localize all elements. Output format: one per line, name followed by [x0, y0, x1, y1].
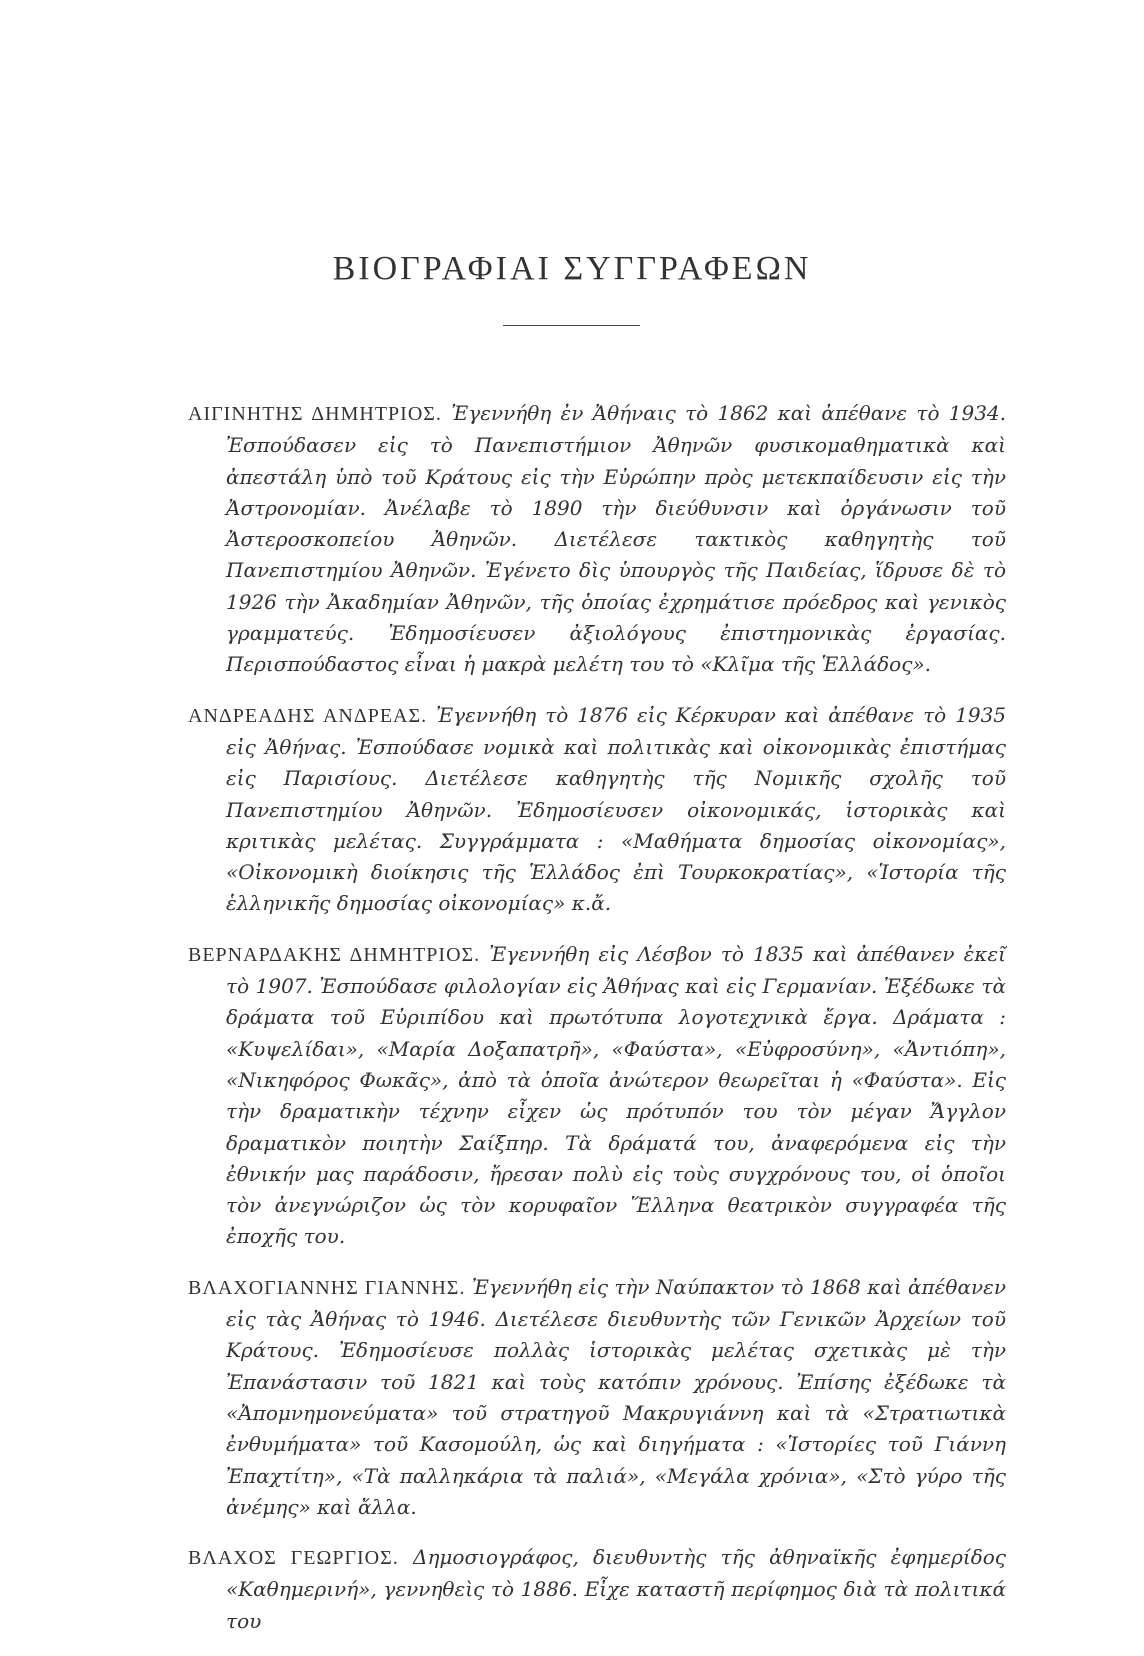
entry-name: ΒΛΑΧΟΓΙΑΝΝΗΣ ΓΙΑΝΝΗΣ. [188, 1276, 466, 1299]
entry-name: ΑΙΓΙΝΗΤΗΣ ΔΗΜΗΤΡΙΟΣ. [188, 403, 442, 425]
biography-entry [188, 1542, 1006, 1637]
entry-text: Ἐγεννήθη εἰς τὴν Ναύπακτον τὸ 1868 καὶ ἀπέθανεν εἰς τὰς Ἀθήνας τὸ 1946. Διετέλεσε διευθυντὴς τῶν Γενικῶν Ἀρχείων τοῦ Κράτους. Ἐδημοσίευσε πολλὰς ἱστορικὰς μελέτας σχετικὰς μὲ τὴν Ἐπανάστασιν τοῦ 1821 καὶ τοὺς κατόπιν χρόνους. Ἐπίσης ἐξέδωκε τὰ «Ἀπομνημονεύματα» τοῦ στρατηγοῦ Μακρυγιάννη καὶ τὰ «Στρατιωτικὰ ἐνθυμήματα» τοῦ Κασομούλη, ὡς καὶ διηγήματα : «Ἱστορίες τοῦ Γιάννη Ἐπαχτίτη», «Τὰ παλληκάρια τὰ παλιά», «Μεγάλα χρόνια», «Στὸ γύρο τῆς ἀνέμης» καὶ ἄλλα. [226, 1274, 1007, 1519]
biography-entry [188, 1272, 1006, 1523]
page-title: ΒΙΟΓΡΑΦΙΑΙ ΣΥΓΓΡΑΦΕΩΝ [332, 250, 812, 287]
entry-name: ΑΝΔΡΕΑΔΗΣ ΑΝΔΡΕΑΣ. [188, 704, 428, 727]
biography-entry [188, 398, 1006, 681]
biography-entry [188, 939, 1006, 1253]
entry-text: Ἐγεννήθη εἰς Λέσβον τὸ 1835 καὶ ἀπέθανεν ἐκεῖ τὸ 1907. Ἐσπούδασε φιλολογίαν εἰς Ἀθήνας καὶ εἰς Γερμανίαν. Ἐξέδωκε τὰ δράματα τοῦ Εὐριπίδου καὶ πρωτότυπα λογοτεχνικὰ ἔργα. Δράματα : «Κυψελίδαι», «Μαρία Δοξαπατρῆ», «Φαύστα», «Εὐφροσύνη», «Ἀντιόπη», «Νικηφόρος Φωκᾶς», ἀπὸ τὰ ὁποῖα ἀνώτερον θεωρεῖται ἡ «Φαύστα». Εἰς τὴν δραματικὴν τέχνην εἶχεν ὡς πρότυπόν του τὸν μέγαν Ἄγγλον δραματικὸν ποιητὴν Σαίξπηρ. Τὰ δράματά του, ἀναφερόμενα εἰς τὴν ἐθνικήν μας παράδοσιν, ἤρεσαν πολὺ εἰς τοὺς συγχρόνους του, οἱ ὁποῖοι τὸν ἀνεγνώριζον ὡς τὸν κορυφαῖον Ἕλληνα θεατρικὸν συγγραφέα τῆς ἐποχῆς του. [226, 941, 1006, 1249]
entry-name: ΒΕΡΝΑΡΔΑΚΗΣ ΔΗΜΗΤΡΙΟΣ. [188, 943, 481, 966]
entry-text: Δημοσιογράφος, διευθυντὴς τῆς ἀθηναϊκῆς ἐφημερίδος «Καθημερινή», γεννηθεὶς τὸ 1886. Εἶχε καταστῆ περίφημος διὰ τὰ πολιτικά του [226, 1545, 1007, 1633]
entry-text: Ἐγεννήθη ἐν Ἀθήναις τὸ 1862 καὶ ἀπέθανε τὸ 1934. Ἐσπούδασεν εἰς τὸ Πανεπιστήμιον Ἀθηνῶν φυσικομαθηματικὰ καὶ ἀπεστάλη ὑπὸ τοῦ Κράτους εἰς τὴν Εὐρώπην πρὸς μετεκπαίδευσιν εἰς τὴν Ἀστρονομίαν. Ἀνέλαβε τὸ 1890 τὴν διεύθυνσιν καὶ ὀργάνωσιν τοῦ Ἀστεροσκοπείου Ἀθηνῶν. Διετέλεσε τακτικὸς καθηγητὴς τοῦ Πανεπιστημίου Ἀθηνῶν. Ἐγένετο δὶς ὑπουργὸς τῆς Παιδείας, ἵδρυσε δὲ τὸ 1926 τὴν Ἀκαδημίαν Ἀθηνῶν, τῆς ὁποίας ἐχρημάτισε πρόεδρος καὶ γενικὸς γραμματεύς. Ἐδημοσίευσεν ἀξιολόγους ἐπιστημονικὰς ἐργασίας. Περισπούδαστος εἶναι ἡ μακρὰ μελέτη του τὸ «Κλῖμα τῆς Ἑλλάδος». [226, 401, 1007, 677]
title-divider [503, 325, 640, 326]
biography-list [188, 398, 1006, 1656]
biography-entry [188, 700, 1006, 920]
entry-text: Ἐγεννήθη τὸ 1876 εἰς Κέρκυραν καὶ ἀπέθανε τὸ 1935 εἰς Ἀθήνας. Ἐσπούδασε νομικὰ καὶ πολιτικὰς καὶ οἰκονομικὰς ἐπιστήμας εἰς Παρισίους. Διετέλεσε καθηγητὴς τῆς Νομικῆς σχολῆς τοῦ Πανεπιστημίου Ἀθηνῶν. Ἐδημοσίευσεν οἰκονομικάς, ἱστορικὰς καὶ κριτικὰς μελέτας. Συγγράμματα : «Μαθήματα δημοσίας οἰκονομίας», «Οἰκονομικὴ διοίκησις τῆς Ἑλλάδος ἐπὶ Τουρκοκρατίας», «Ἱστορία τῆς ἑλληνικῆς δημοσίας οἰκονομίας» κ.ἄ. [226, 702, 1007, 916]
entry-name: ΒΛΑΧΟΣ ΓΕΩΡΓΙΟΣ. [188, 1547, 399, 1570]
